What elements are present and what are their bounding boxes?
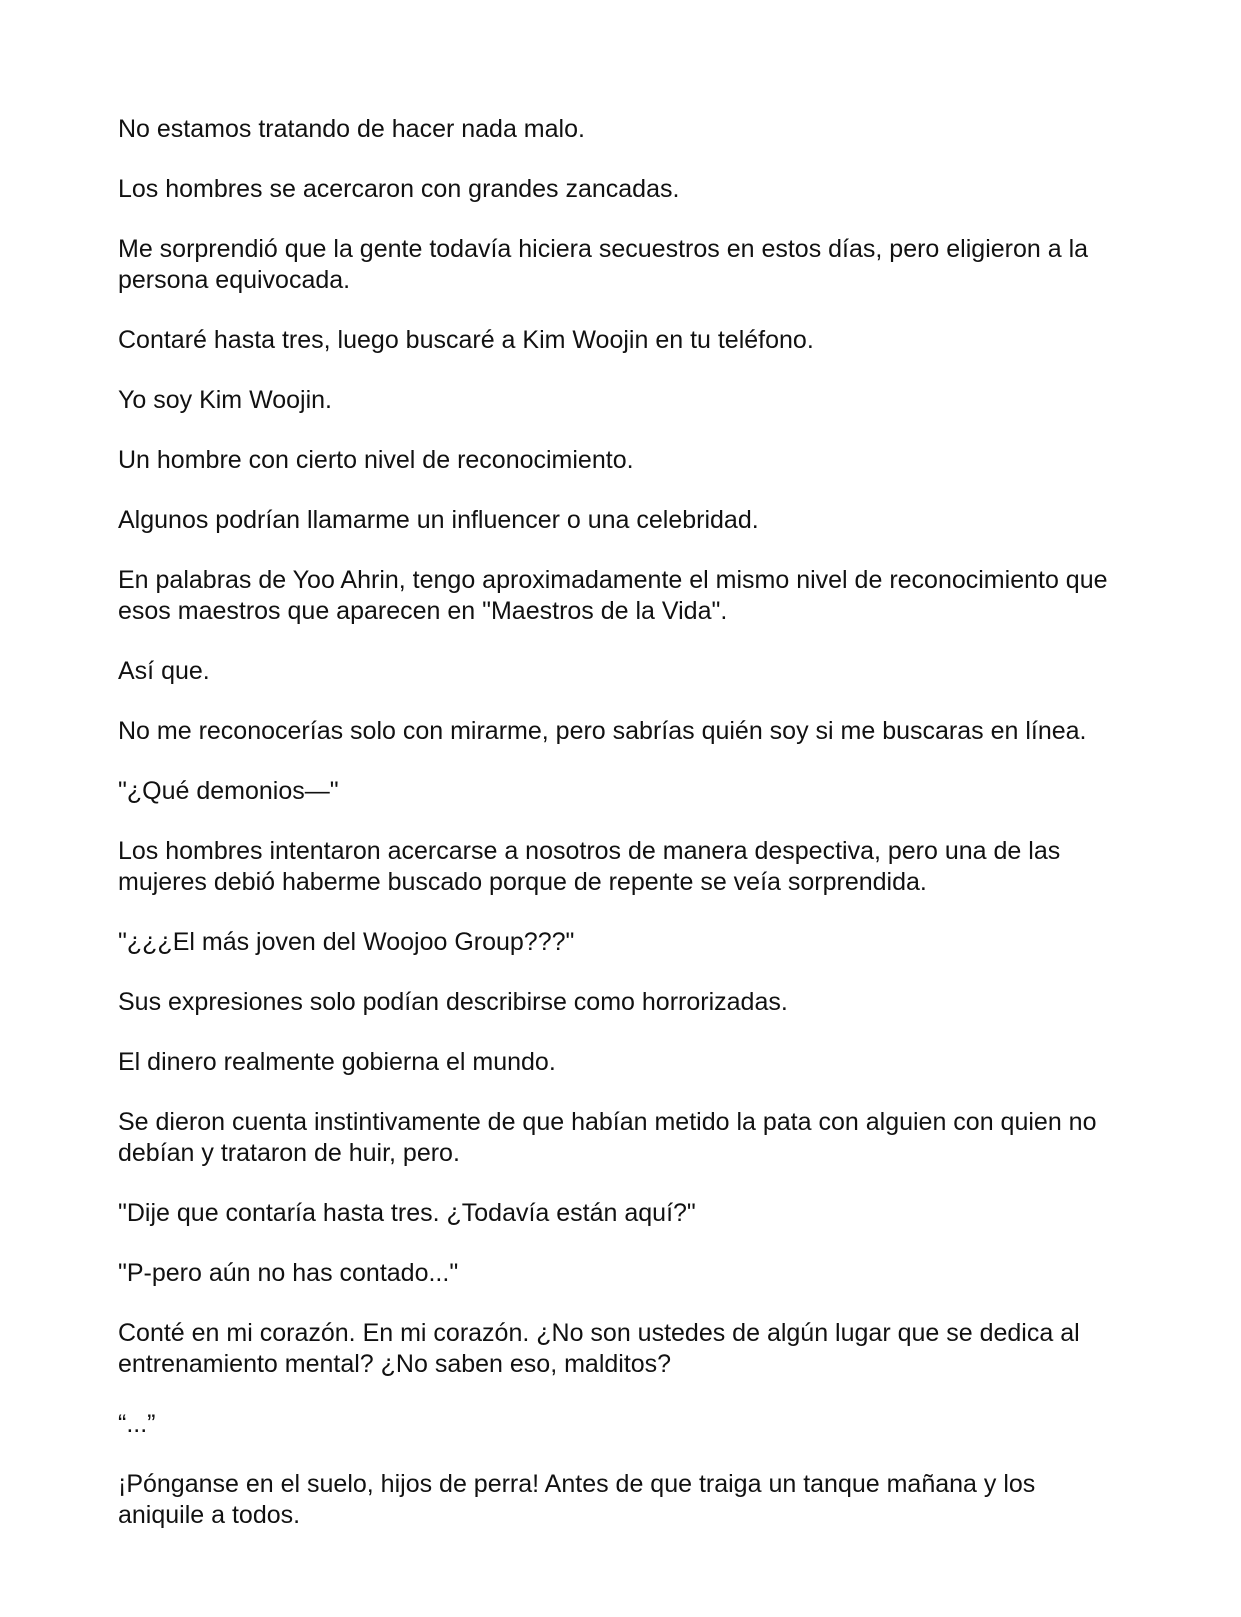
paragraph: Contaré hasta tres, luego buscaré a Kim Woojin en tu teléfono. <box>118 326 814 354</box>
paragraph: "P-pero aún no has contado..." <box>118 1259 459 1287</box>
paragraph: "Dije que contaría hasta tres. ¿Todavía están aquí?" <box>118 1199 696 1227</box>
paragraph: ¡Pónganse en el suelo, hijos de perra! Antes de que traiga un tanque mañana y los aniquile a todos. <box>118 1470 1036 1529</box>
paragraph: Se dieron cuenta instintivamente de que habían metido la pata con alguien con quien no debían y trataron de huir, pero. <box>118 1108 1097 1167</box>
paragraph: En palabras de Yoo Ahrin, tengo aproximadamente el mismo nivel de reconocimiento que esos maestros que aparecen en "Maestros de la Vida". <box>118 566 1108 625</box>
paragraph: Los hombres se acercaron con grandes zancadas. <box>118 175 680 203</box>
paragraph: Conté en mi corazón. En mi corazón. ¿No son ustedes de algún lugar que se dedica al entrenamiento mental? ¿No saben eso, malditos? <box>118 1319 1080 1378</box>
paragraph: Un hombre con cierto nivel de reconocimiento. <box>118 446 634 474</box>
paragraph: "¿Qué demonios—" <box>118 777 339 805</box>
paragraph: Yo soy Kim Woojin. <box>118 386 332 414</box>
paragraph: No estamos tratando de hacer nada malo. <box>118 115 585 143</box>
paragraph: Algunos podrían llamarme un influencer o una celebridad. <box>118 506 759 534</box>
paragraph: Así que. <box>118 657 210 685</box>
paragraph: Sus expresiones solo podían describirse como horrorizadas. <box>118 988 788 1016</box>
document-body <box>118 114 1128 1560</box>
paragraph: "¿¿¿El más joven del Woojoo Group???" <box>118 928 575 956</box>
paragraph: No me reconocerías solo con mirarme, pero sabrías quién soy si me buscaras en línea. <box>118 717 1087 745</box>
paragraph: El dinero realmente gobierna el mundo. <box>118 1048 556 1076</box>
paragraph: Los hombres intentaron acercarse a nosotros de manera despectiva, pero una de las mujeres debió haberme buscado porque de repente se veía sorprendida. <box>118 837 1061 896</box>
paragraph: “...” <box>118 1410 156 1438</box>
paragraph: Me sorprendió que la gente todavía hiciera secuestros en estos días, pero eligieron a la persona equivocada. <box>118 235 1089 294</box>
